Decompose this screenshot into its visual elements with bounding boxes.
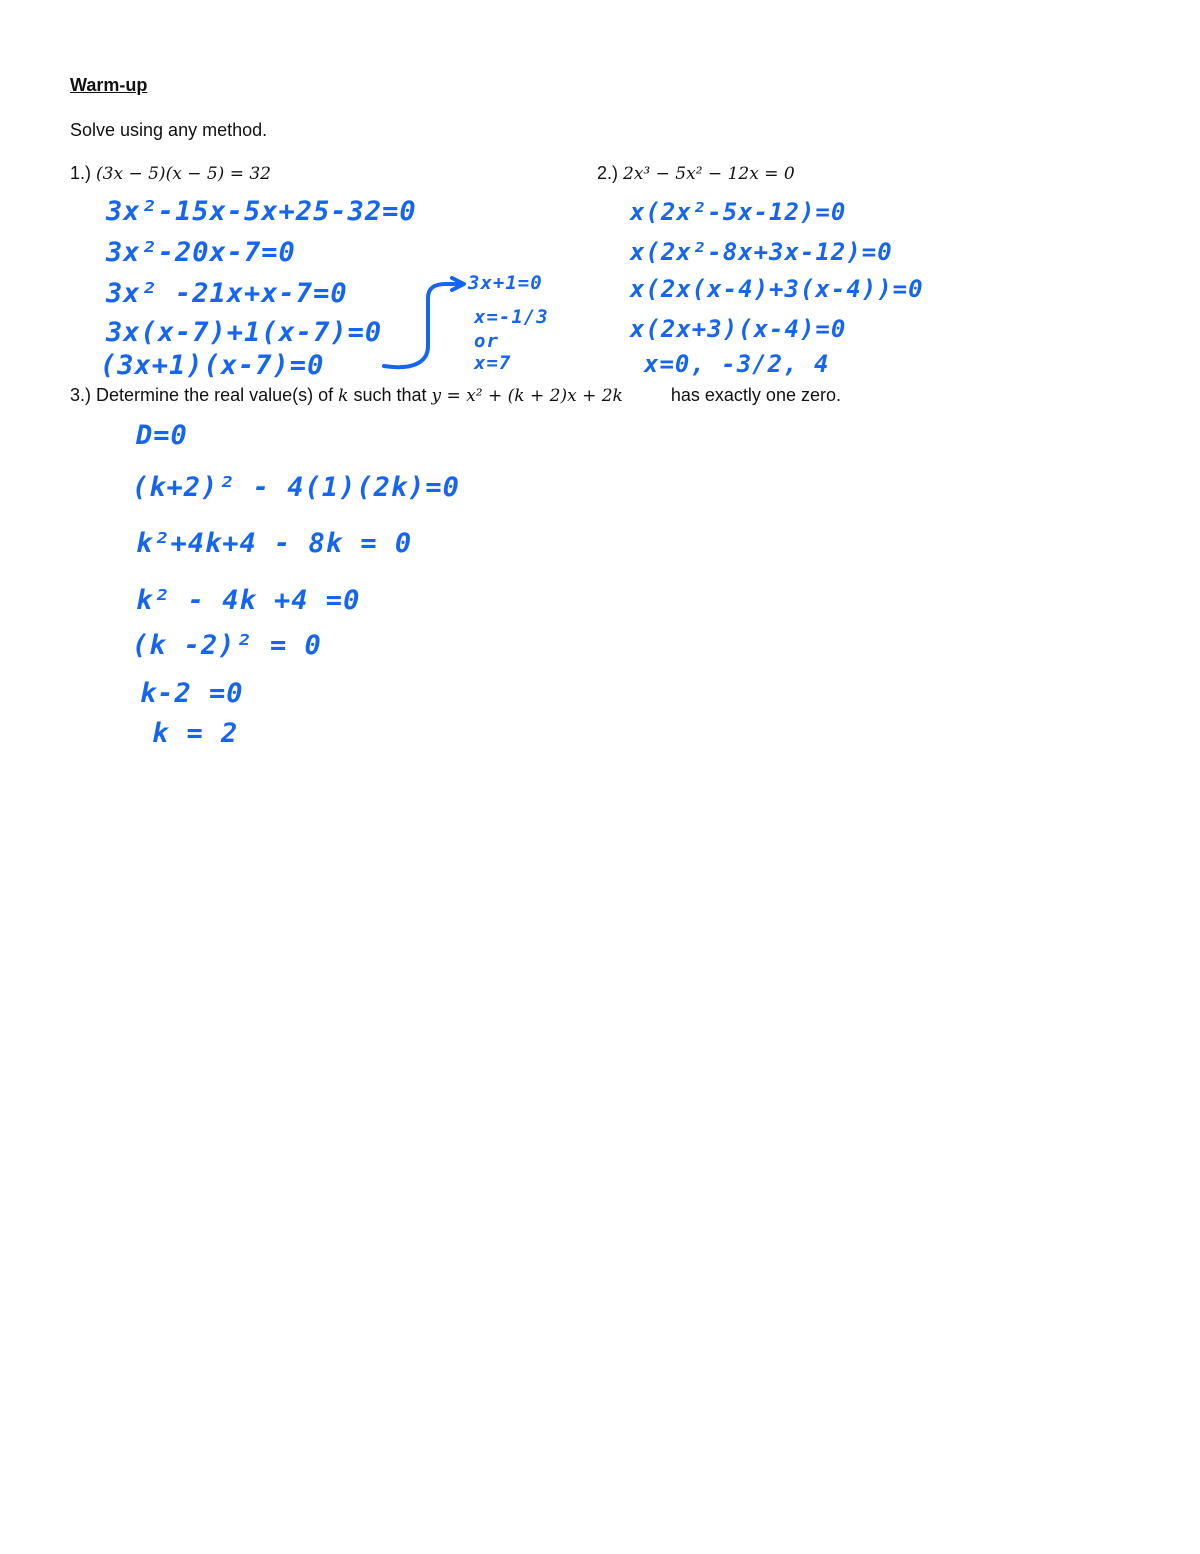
- problem-3-work-line-2: (k+2)² - 4(1)(2k)=0: [132, 472, 460, 503]
- problem-2-number: 2.): [597, 163, 619, 183]
- problem-2-work-line-5: x=0, -3/2, 4: [644, 350, 830, 378]
- problem-3-statement: [70, 385, 841, 406]
- problem-1-side-work-2: x=-1/3: [474, 306, 549, 328]
- problem-1-work-line-3: 3x² -21x+x-7=0: [106, 278, 348, 309]
- problem-2-work-line-2: x(2x²-8x+3x-12)=0: [630, 238, 893, 266]
- problem-1-equation: (3x − 5)(x − 5) = 32: [96, 164, 271, 184]
- problem-1-side-work-3: or: [474, 330, 499, 352]
- instructions: Solve using any method.: [70, 120, 268, 140]
- problem-2-statement: [597, 163, 795, 184]
- problem-2-work-line-1: x(2x²-5x-12)=0: [630, 198, 847, 226]
- problem-1-work-line-4: 3x(x-7)+1(x-7)=0: [106, 317, 383, 348]
- problem-1-side-work-1: 3x+1=0: [468, 272, 543, 294]
- problem-2-work-line-3: x(2x(x-4)+3(x-4))=0: [630, 275, 924, 303]
- problem-1-work-line-1: 3x²-15x-5x+25-32=0: [106, 196, 417, 227]
- problem-3-text-c: has exactly one zero.: [670, 385, 841, 405]
- problem-1-side-work-4: x=7: [474, 352, 512, 374]
- problem-2-work-line-4: x(2x+3)(x-4)=0: [630, 315, 847, 343]
- problem-1-number: 1.): [70, 163, 92, 183]
- problem-3-work-line-4: k² - 4k +4 =0: [136, 585, 361, 616]
- problem-1-work-line-5: (3x+1)(x-7)=0: [100, 350, 325, 381]
- problem-3-number: 3.): [70, 385, 92, 405]
- problem-3-work-line-5: (k -2)² = 0: [132, 630, 322, 661]
- problem-3-work-line-6: k-2 =0: [140, 678, 244, 709]
- problem-3-equation: y = x² + (k + 2)x + 2k: [431, 386, 623, 406]
- problem-3-work-line-3: k²+4k+4 - 8k = 0: [136, 528, 413, 559]
- problem-1-statement: [70, 163, 271, 184]
- curved-arrow-icon: [380, 276, 470, 376]
- problem-1-work-line-2: 3x²-20x-7=0: [106, 237, 296, 268]
- problem-3-variable-k: k: [338, 386, 349, 406]
- problem-2-equation: 2x³ − 5x² − 12x = 0: [623, 164, 795, 184]
- problem-3-text-a: Determine the real value(s) of: [96, 385, 334, 405]
- problem-3-work-line-7: k = 2: [152, 718, 239, 749]
- problem-3-text-b: such that: [353, 385, 427, 405]
- problem-3-work-line-1: D=0: [136, 420, 188, 451]
- worksheet-title: Warm-up: [70, 75, 148, 95]
